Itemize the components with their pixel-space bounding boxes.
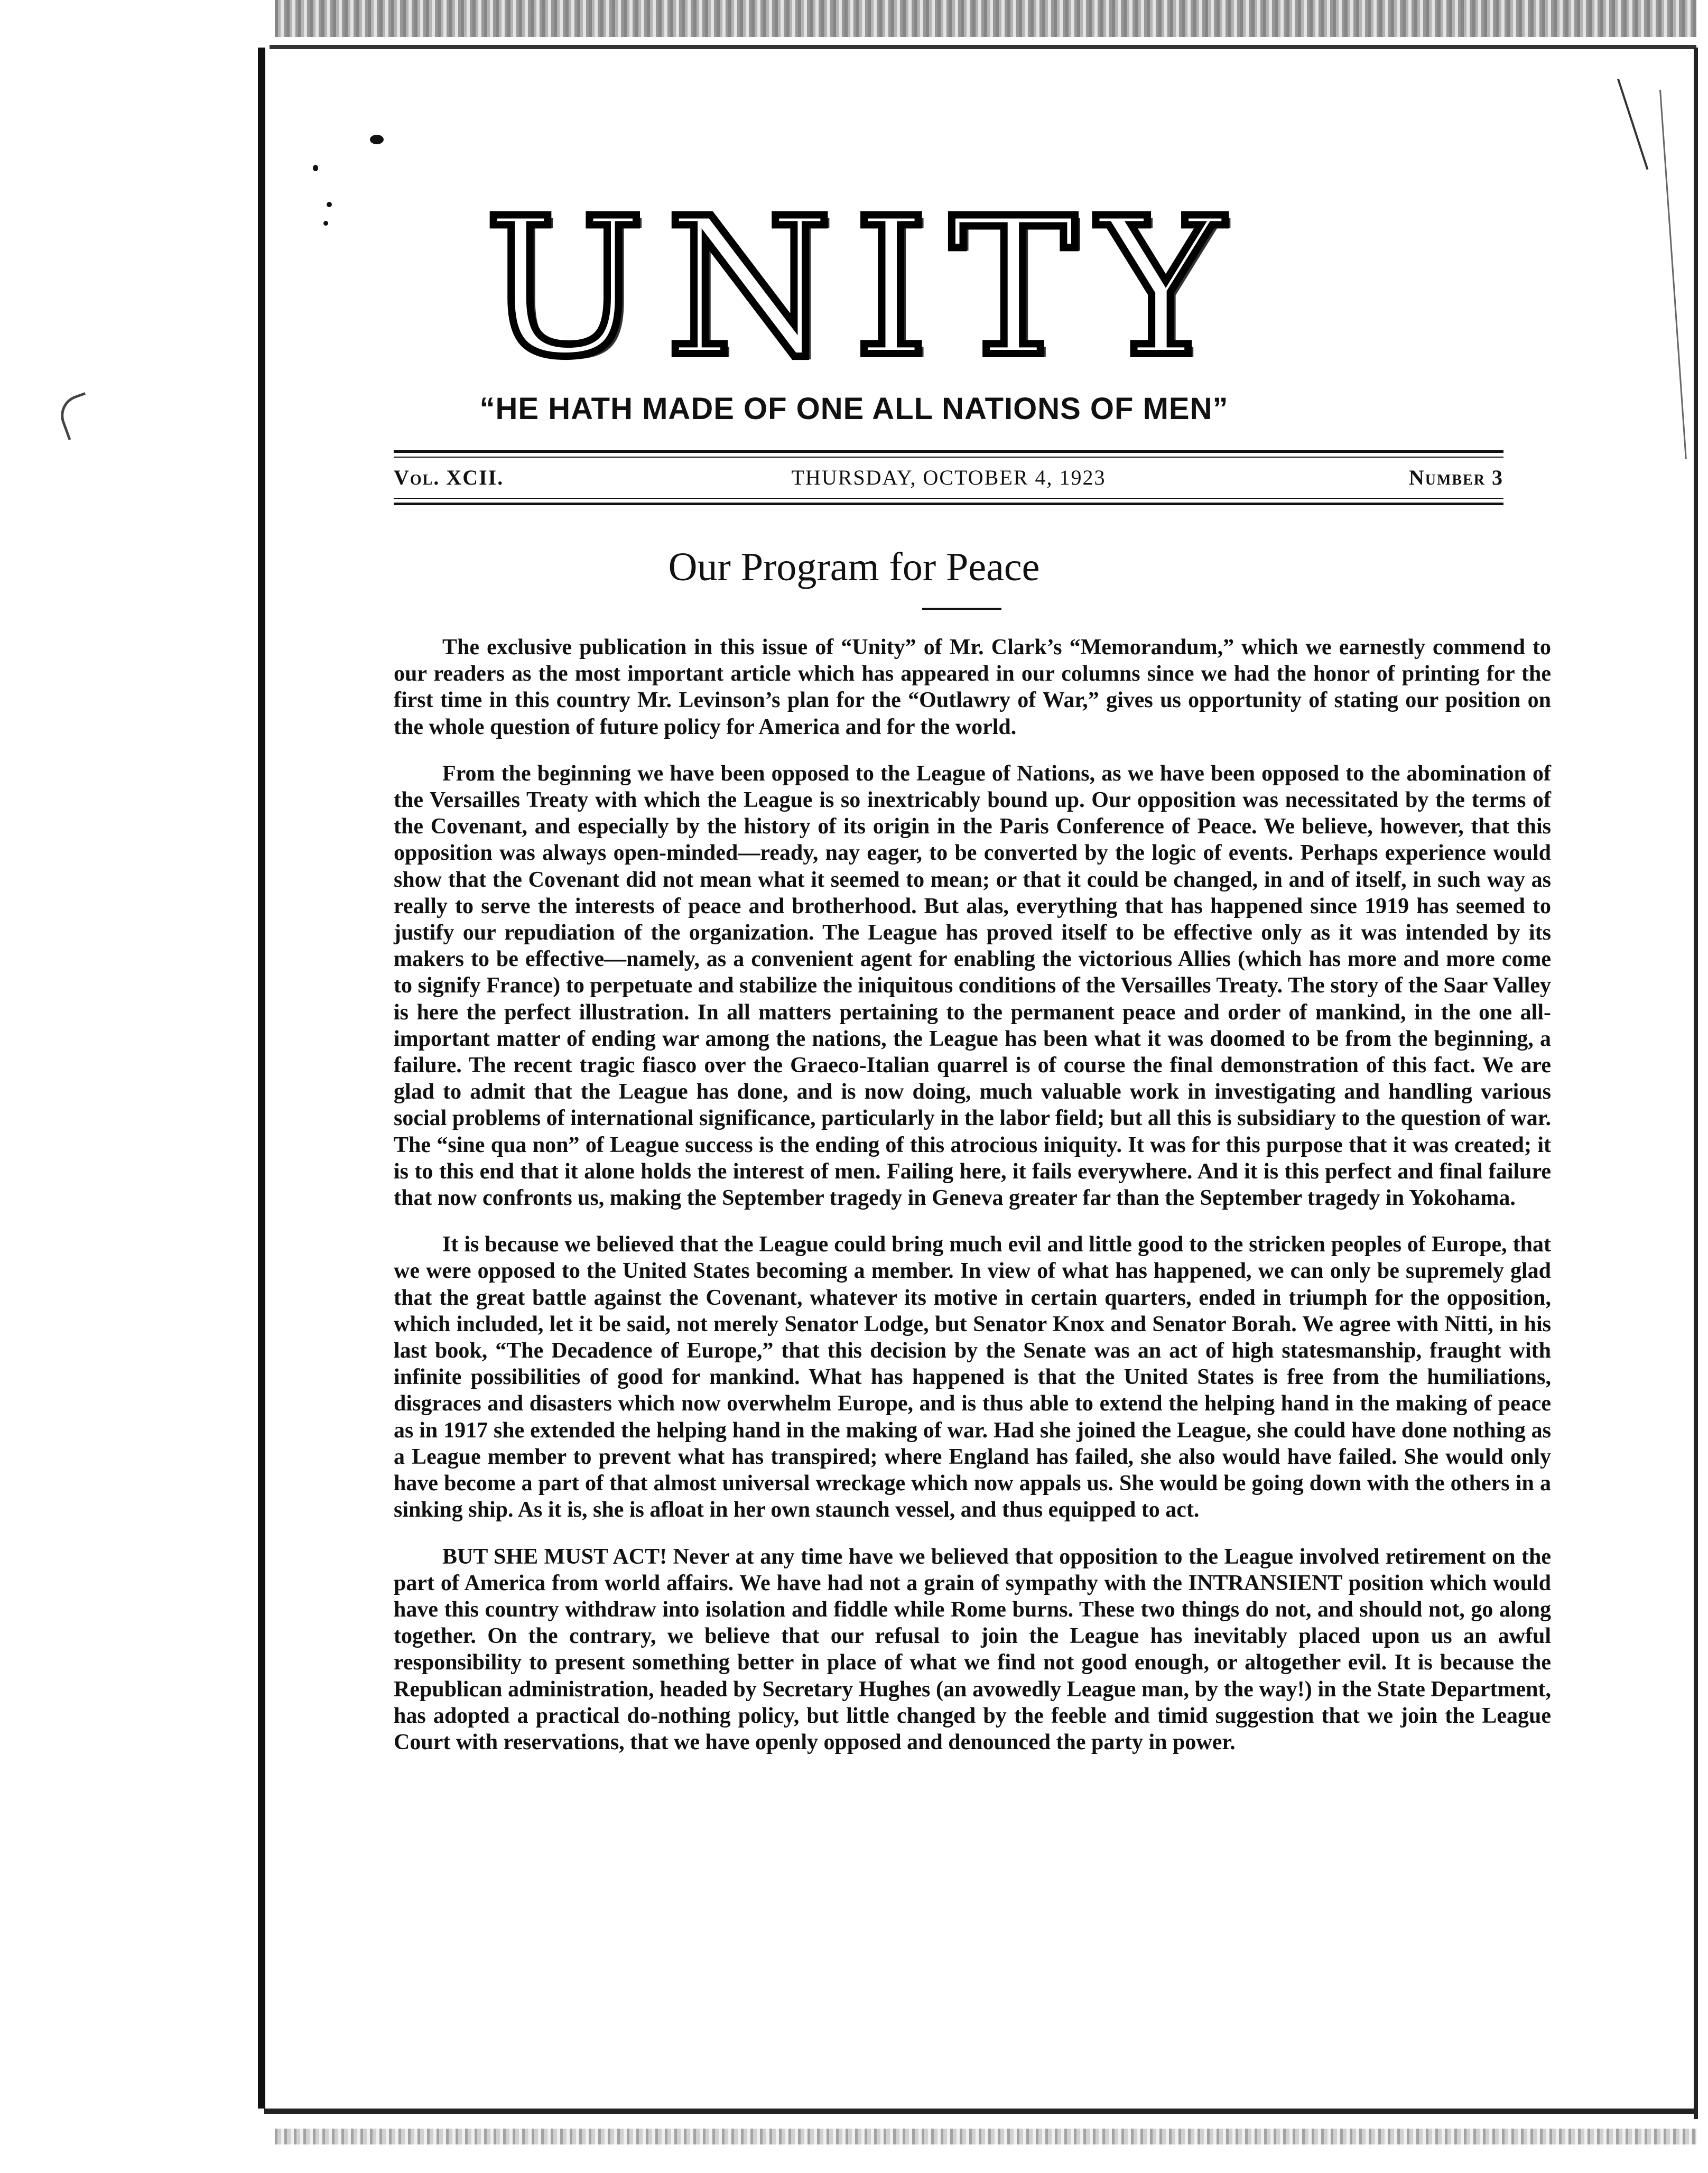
article-paragraph: BUT SHE MUST ACT! Never at any time have we believed that opposition to the League involved retirement on the part of America from world affairs. We have had not a grain of sympathy with the INTRANSIENT position which would have this country withdraw into isolation and fiddle while Rome burns. These two things do not, and should not, go along together. On the contrary, we believe that our refusal to join the League has inevitably placed upon us an awful responsibility to present something better in place of what we find not good enough, or altogether evil. It is because the Republican administration, headed by Secretary Hughes (an avowedly League man, by the way!) in the State Department, has adopted a practical do-nothing policy, but little changed by the feeble and timid suggestion that we join the League Court with reservations, that we have openly opposed and denounced the party in power. <box>394 1544 1551 1754</box>
margin-line <box>1617 79 1648 170</box>
page-edge-top <box>270 45 1696 49</box>
dateline-top-rule-thin <box>394 457 1503 458</box>
newspaper-title: UNITY <box>484 177 1245 398</box>
article-body <box>394 634 1551 1776</box>
article-paragraph: From the beginning we have been opposed to the League of Nations, as we have been opposed to the abomination of the Versailles Treaty with which the League is so inextricably bound up. Our opposition was necessitated by the terms of the Covenant, and especially by the history of its origin in the Paris Conference of Peace. We believe, however, that this opposition was always open-minded—ready, nay eager, to be converted by the logic of events. Perhaps experience would show that the Covenant did not mean what it seemed to mean; or that it could be changed, in and of itself, in such way as really to serve the interests of peace and brotherhood. But alas, everything that has happened since 1919 has seemed to justify our repudiation of the organization. The League has proved itself to be effective only as it was intended by its makers to be effective—namely, as a convenient agent for enabling the victorious Allies (which has more and more come to signify France) to perpetuate and stabilize the iniquitous conditions of the Versailles Treaty. The story of the Saar Valley is here the perfect illustration. In all matters pertaining to the permanent peace and order of mankind, in the one all-important matter of ending war among the nations, the League has been what it was doomed to be from the beginning, a failure. The recent tragic fiasco over the Graeco-Italian quarrel is of course the final demonstration of this fact. We are glad to admit that the League has done, and is now doing, much valuable work in investigating and handling various social problems of international significance, particularly in the labor field; but all this is subsidiary to the question of war. The “sine qua non” of League success is the ending of this atrocious iniquity. It was for this purpose that it was created; it is to this end that it alone holds the interest of men. Failing here, it fails everywhere. And it is this perfect and final failure that now confronts us, making the September tragedy in Geneva greater far than the September tragedy in Yokohama. <box>394 761 1551 1211</box>
issue-date: THURSDAY, OCTOBER 4, 1923 <box>791 466 1106 489</box>
scan-noise-top <box>275 0 1696 37</box>
ink-speck <box>370 135 384 144</box>
dateline-bottom-rule <box>394 503 1503 505</box>
volume-label: Vol. XCII. <box>394 466 504 489</box>
ink-speck <box>313 165 318 171</box>
scan-noise-bottom <box>275 2129 1696 2144</box>
dateline-top-rule <box>394 450 1503 453</box>
headline-divider <box>922 608 1001 610</box>
article-paragraph: It is because we believed that the League could bring much evil and little good to the stricken peoples of Europe, that we were opposed to the United States becoming a member. In view of what has happened, we can only be supremely glad that the great battle against the Covenant, whatever its motive in certain quarters, ended in triumph for the opposition, which included, let it be said, not merely Senator Lodge, but Senator Knox and Senator Borah. We agree with Nitti, in his last book, “The Decadence of Europe,” that this decision by the Senate was an act of high statesmanship, fraught with infinite possibilities of good for mankind. What has happened is that the United States is free from the humiliations, disgraces and disasters which now overwhelm Europe, and is thus able to extend the helping hand in the making of peace as in 1917 she extended the helping hand in the making of war. Had she joined the League, she could have done nothing as a League member to prevent what has transpired; where England has failed, she also would have failed. She would only have become a part of that almost universal wreckage which now appals us. She would be going down with the others in a sinking ship. As it is, she is afloat in her own staunch vessel, and thus equipped to act. <box>394 1232 1551 1522</box>
dateline-bottom-rule-thin <box>394 498 1503 499</box>
masthead <box>0 177 1708 398</box>
dateline <box>394 463 1503 495</box>
page-edge-bottom <box>264 2109 1696 2114</box>
masthead-motto: “HE HATH MADE OF ONE ALL NATIONS OF MEN” <box>479 392 1229 426</box>
issue-number: Number 3 <box>1408 466 1503 489</box>
article-headline: Our Program for Peace <box>668 545 1040 589</box>
article-paragraph: The exclusive publication in this issue of “Unity” of Mr. Clark’s “Memorandum,” which we earnestly commend to our readers as the most important article which has appeared in our columns since we had the honor of printing for the first time in this country Mr. Levinson’s plan for the “Outlawry of War,” gives us opportunity of stating our position on the whole question of future policy for America and for the world. <box>394 635 1551 739</box>
